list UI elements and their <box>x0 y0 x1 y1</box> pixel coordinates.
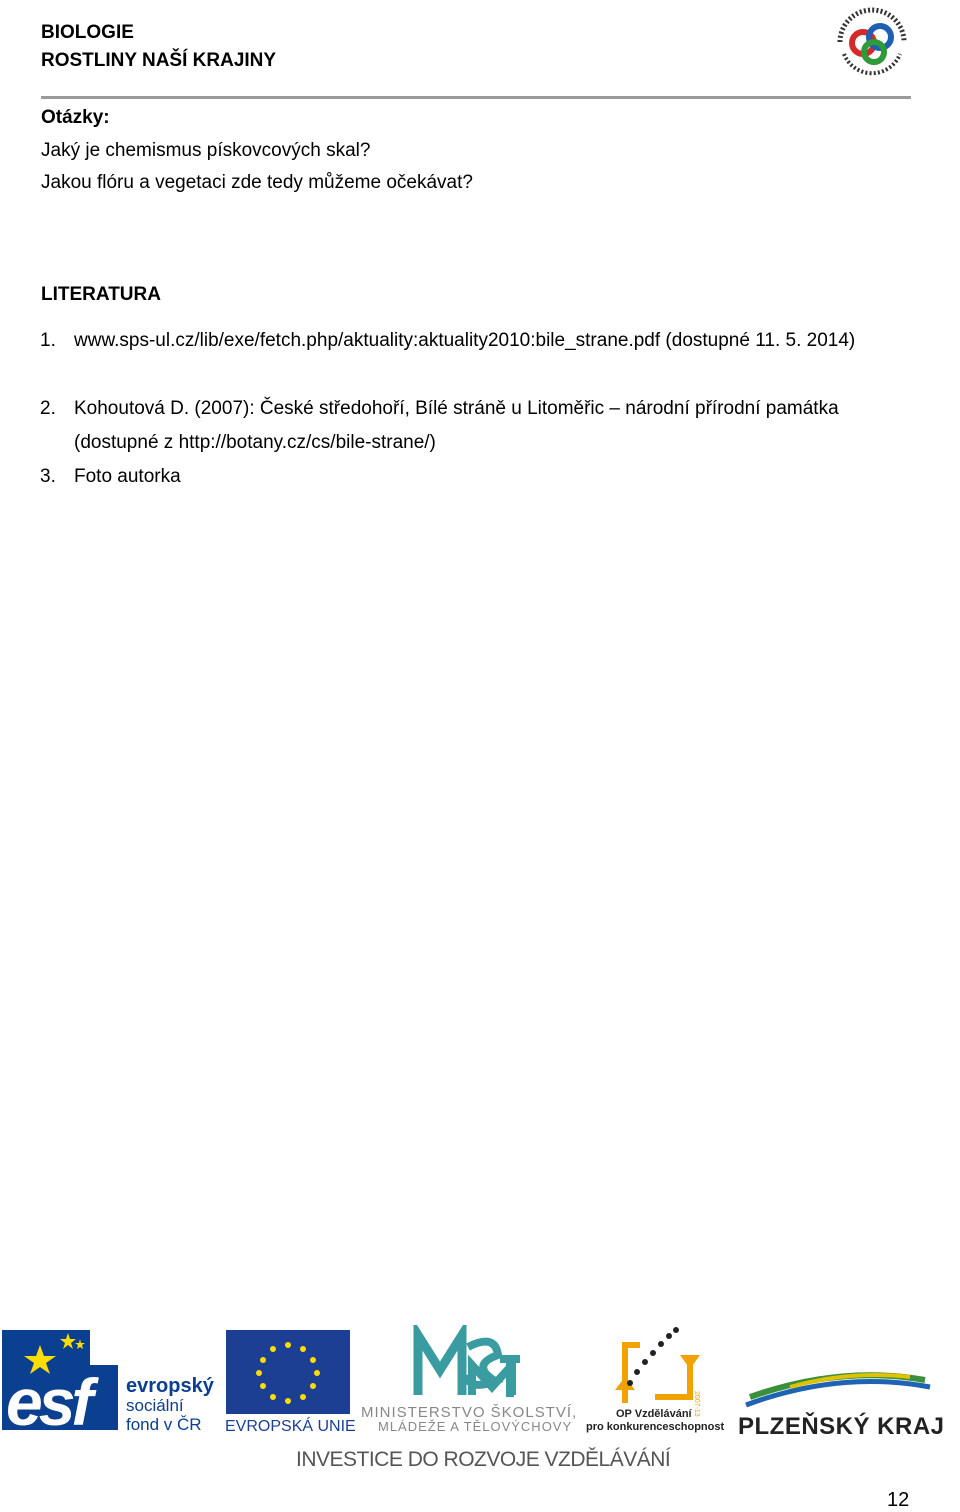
literature-item-text: Foto autorka <box>74 466 181 487</box>
page-number: 12 <box>887 1489 910 1511</box>
op-line1: OP Vzdělávání <box>616 1408 692 1420</box>
footer-logo-strip <box>0 1325 960 1445</box>
literature-item <box>40 460 920 494</box>
esf-line3: fond v ČR <box>126 1415 202 1434</box>
svg-text:esf: esf <box>6 1365 90 1439</box>
literature-heading: LITERATURA <box>41 284 161 305</box>
header-topic: ROSTLINY NAŠÍ KRAJINY <box>41 50 277 71</box>
literature-item-text: Kohoutová D. (2007): České středohoří, Bílé stráně u Litoměřic – národní přírodní památka (dostupné z http://botany.cz/cs/bile-strane/) <box>74 398 839 453</box>
op-line2: pro konkurenceschopnost <box>586 1421 725 1433</box>
op-logo <box>586 1327 724 1433</box>
literature-item-text: www.sps-ul.cz/lib/exe/fetch.php/aktuality:aktuality2010:bile_strane.pdf (dostupné 11. 5. 2014) <box>74 330 856 351</box>
literature-item-number: 2. <box>40 398 56 419</box>
investice-slogan: INVESTICE DO ROZVOJE VZDĚLÁVÁNÍ <box>296 1448 671 1471</box>
literature-item <box>40 324 920 392</box>
msmt-logo <box>361 1335 577 1434</box>
kraj-label: PLZEŇSKÝ KRAJ <box>738 1413 945 1440</box>
question-item: Jaký je chemismus pískovcových skal? <box>41 140 371 161</box>
questions-heading: Otázky: <box>41 107 110 128</box>
literature-item-number: 1. <box>40 330 56 351</box>
esf-line1: evropský <box>126 1375 214 1397</box>
eu-logo <box>225 1330 356 1435</box>
esf-line2: sociální <box>126 1396 184 1415</box>
header-divider <box>41 96 911 99</box>
esf-logo <box>2 1330 215 1439</box>
prakticka-vyuka-logo <box>832 2 912 82</box>
msmt-line1: MINISTERSTVO ŠKOLSTVÍ, <box>361 1404 578 1421</box>
literature-item <box>40 392 920 460</box>
plzensky-kraj-logo <box>738 1375 945 1440</box>
question-item: Jakou flóru a vegetaci zde tedy můžeme očekávat? <box>41 172 473 193</box>
eu-label: EVROPSKÁ UNIE <box>225 1418 356 1435</box>
op-years: 2007-13 <box>693 1391 700 1417</box>
literature-item-number: 3. <box>40 466 56 487</box>
header-subject: BIOLOGIE <box>41 22 134 43</box>
dots-icon <box>627 1327 679 1386</box>
msmt-line2: MLÁDEŽE A TĚLOVÝCHOVY <box>378 1419 573 1434</box>
